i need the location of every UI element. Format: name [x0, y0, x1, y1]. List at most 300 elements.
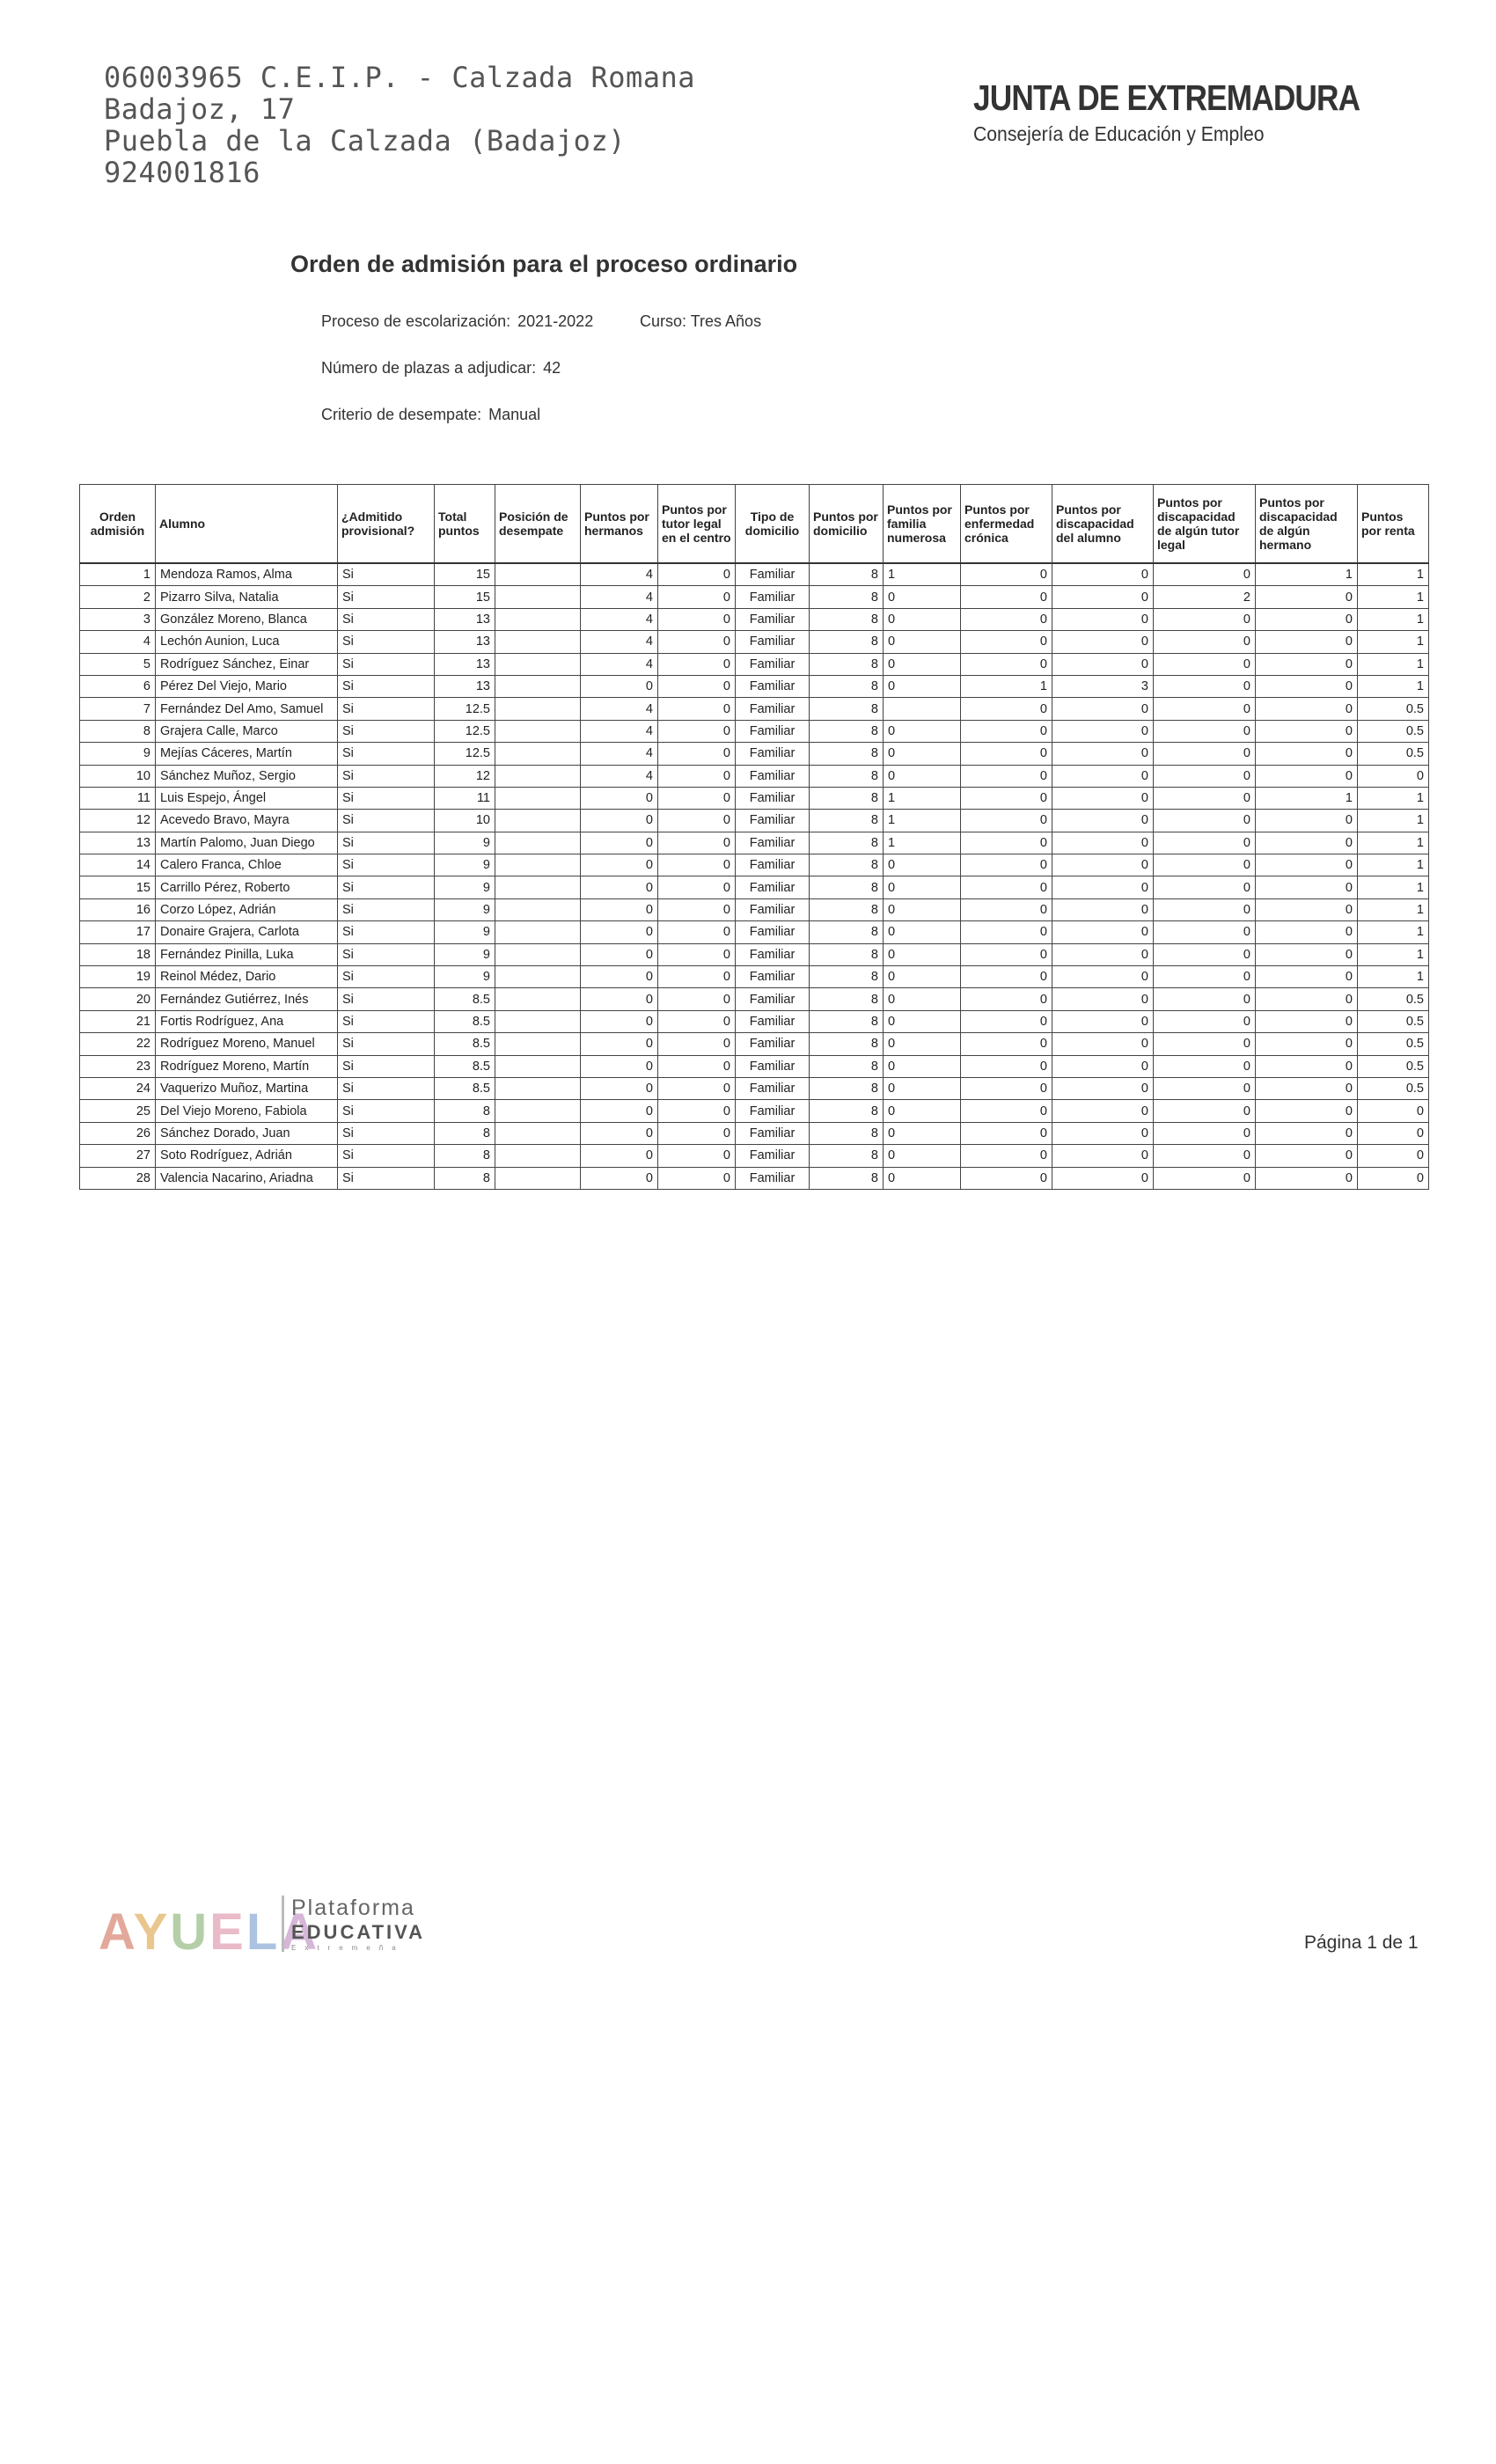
table-cell: 0: [581, 966, 658, 988]
table-cell: 0: [1256, 631, 1358, 653]
table-cell: 13: [435, 675, 495, 697]
table-cell: 0: [1256, 586, 1358, 608]
table-cell: 0: [961, 876, 1052, 898]
table-cell: 0: [1052, 720, 1154, 742]
table-cell: Fortis Rodríguez, Ana: [156, 1010, 338, 1032]
table-cell: 8: [810, 1145, 884, 1167]
table-cell: 0: [961, 966, 1052, 988]
table-cell: Familiar: [736, 675, 810, 697]
criterio-line: [321, 406, 540, 424]
table-cell: 8: [435, 1145, 495, 1167]
table-cell: 0.5: [1358, 1010, 1429, 1032]
table-cell: 0: [581, 1055, 658, 1077]
table-cell: 0: [658, 943, 736, 965]
table-cell: Si: [338, 1100, 435, 1122]
junta-subtitle: Consejería de Educación y Empleo: [973, 122, 1265, 145]
table-cell: 0: [1154, 921, 1256, 943]
table-cell: 0: [1154, 898, 1256, 920]
table-cell: Familiar: [736, 1100, 810, 1122]
table-cell: Si: [338, 966, 435, 988]
table-cell: [495, 988, 581, 1010]
table-cell: [495, 943, 581, 965]
table-cell: [495, 810, 581, 832]
table-row: [80, 988, 1429, 1010]
column-header: Posición de desempate: [495, 485, 581, 564]
table-cell: 4: [581, 631, 658, 653]
stamp-line-street: Badajoz, 17: [104, 92, 296, 126]
table-cell: Si: [338, 608, 435, 630]
table-cell: 8.5: [435, 1033, 495, 1055]
table-cell: 12: [435, 765, 495, 787]
table-row: [80, 810, 1429, 832]
table-cell: 23: [80, 1055, 156, 1077]
plataforma-educativa-logo: [282, 1896, 425, 1952]
table-cell: 0: [1052, 1145, 1154, 1167]
table-cell: González Moreno, Blanca: [156, 608, 338, 630]
table-cell: 4: [581, 720, 658, 742]
table-cell: 1: [884, 810, 961, 832]
table-cell: Familiar: [736, 1010, 810, 1032]
table-cell: 0: [961, 586, 1052, 608]
table-cell: 0: [1052, 698, 1154, 720]
table-cell: 0: [1052, 810, 1154, 832]
ayuela-logo: [99, 1890, 424, 1959]
page-number: Página 1 de 1: [1304, 1932, 1419, 1953]
table-cell: [495, 1010, 581, 1032]
table-row: [80, 854, 1429, 876]
table-cell: 24: [80, 1077, 156, 1099]
table-cell: 0: [658, 1010, 736, 1032]
table-cell: 0: [658, 765, 736, 787]
table-cell: 0: [961, 653, 1052, 675]
table-cell: Familiar: [736, 720, 810, 742]
table-cell: 0: [1256, 988, 1358, 1010]
table-cell: 13: [80, 832, 156, 854]
table-cell: 4: [581, 608, 658, 630]
table-cell: 0: [1052, 966, 1154, 988]
plazas-value: 42: [543, 359, 561, 377]
table-cell: Si: [338, 854, 435, 876]
table-row: [80, 608, 1429, 630]
table-cell: 0: [1154, 1100, 1256, 1122]
table-cell: Familiar: [736, 1167, 810, 1189]
table-cell: 13: [435, 608, 495, 630]
table-cell: 0: [581, 898, 658, 920]
table-cell: Lechón Aunion, Luca: [156, 631, 338, 653]
table-cell: [495, 1100, 581, 1122]
table-cell: Familiar: [736, 608, 810, 630]
table-cell: 0: [658, 631, 736, 653]
table-row: [80, 1167, 1429, 1189]
junta-logo: [973, 77, 1423, 146]
table-row: [80, 675, 1429, 697]
table-cell: 0: [658, 787, 736, 809]
column-header: Puntos por discapacidad de algún tutor legal: [1154, 485, 1256, 564]
table-cell: 0: [581, 1033, 658, 1055]
table-cell: 1: [1256, 787, 1358, 809]
table-cell: Sánchez Dorado, Juan: [156, 1122, 338, 1144]
table-cell: Familiar: [736, 876, 810, 898]
table-cell: [495, 1077, 581, 1099]
table-cell: 4: [581, 586, 658, 608]
table-cell: Corzo López, Adrián: [156, 898, 338, 920]
table-cell: Calero Franca, Chloe: [156, 854, 338, 876]
table-cell: 8: [435, 1122, 495, 1144]
table-cell: 9: [435, 876, 495, 898]
table-cell: Pizarro Silva, Natalia: [156, 586, 338, 608]
table-cell: 0: [961, 631, 1052, 653]
table-cell: 0: [884, 966, 961, 988]
table-cell: Si: [338, 1145, 435, 1167]
table-cell: 8: [810, 720, 884, 742]
table-cell: 0: [658, 1033, 736, 1055]
table-cell: 0: [581, 1077, 658, 1099]
table-cell: 0: [1052, 898, 1154, 920]
admission-table: [79, 484, 1429, 1190]
table-cell: Rodríguez Moreno, Martín: [156, 1055, 338, 1077]
table-cell: Carrillo Pérez, Roberto: [156, 876, 338, 898]
table-cell: 0: [581, 1145, 658, 1167]
table-cell: [495, 876, 581, 898]
table-cell: 0: [1052, 743, 1154, 765]
table-cell: Si: [338, 832, 435, 854]
table-cell: [495, 1122, 581, 1144]
table-cell: 0: [884, 1145, 961, 1167]
table-cell: 0: [658, 608, 736, 630]
proceso-label: Proceso de escolarización:: [321, 312, 511, 330]
table-cell: 0: [1154, 1055, 1256, 1077]
table-cell: Familiar: [736, 943, 810, 965]
table-cell: [495, 586, 581, 608]
table-cell: [495, 1033, 581, 1055]
table-cell: 0: [1154, 675, 1256, 697]
table-cell: 0: [1256, 1033, 1358, 1055]
table-cell: 0: [884, 586, 961, 608]
table-cell: 0: [658, 876, 736, 898]
table-cell: 0: [658, 586, 736, 608]
table-cell: Familiar: [736, 1122, 810, 1144]
table-cell: Vaquerizo Muñoz, Martina: [156, 1077, 338, 1099]
table-row: [80, 966, 1429, 988]
table-cell: 1: [1358, 631, 1429, 653]
table-cell: 0: [1154, 787, 1256, 809]
table-cell: 0: [1154, 653, 1256, 675]
ayuela-wordmark: AYUELA: [99, 1903, 320, 1961]
page-title: Orden de admisión para el proceso ordinario: [290, 251, 798, 277]
table-cell: 0.5: [1358, 1033, 1429, 1055]
table-row: [80, 631, 1429, 653]
table-cell: Familiar: [736, 921, 810, 943]
table-cell: 8: [810, 1100, 884, 1122]
table-row: [80, 1077, 1429, 1099]
criterio-label: Criterio de desempate:: [321, 406, 482, 423]
table-cell: Familiar: [736, 563, 810, 586]
table-cell: Si: [338, 563, 435, 586]
column-header: Puntos por domicilio: [810, 485, 884, 564]
table-cell: 1: [1358, 586, 1429, 608]
table-cell: 0: [1154, 876, 1256, 898]
table-cell: 18: [80, 943, 156, 965]
plazas-label: Número de plazas a adjudicar:: [321, 359, 537, 377]
table-cell: 0: [884, 876, 961, 898]
table-cell: 0: [961, 1010, 1052, 1032]
table-cell: 0: [1256, 1010, 1358, 1032]
table-cell: 25: [80, 1100, 156, 1122]
table-cell: Si: [338, 653, 435, 675]
column-header: Puntos por discapacidad del alumno: [1052, 485, 1154, 564]
table-cell: 9: [80, 743, 156, 765]
table-cell: 8.5: [435, 1010, 495, 1032]
column-header: ¿Admitido provisional?: [338, 485, 435, 564]
table-cell: 3: [80, 608, 156, 630]
table-cell: 0: [1154, 966, 1256, 988]
table-cell: Valencia Nacarino, Ariadna: [156, 1167, 338, 1189]
table-cell: 17: [80, 921, 156, 943]
table-cell: [495, 898, 581, 920]
table-cell: 6: [80, 675, 156, 697]
proceso-line: [321, 312, 762, 331]
table-cell: 0: [884, 653, 961, 675]
table-cell: 0: [1256, 966, 1358, 988]
table-cell: Familiar: [736, 765, 810, 787]
table-cell: 0: [658, 1145, 736, 1167]
table-cell: [495, 854, 581, 876]
table-cell: 0: [581, 832, 658, 854]
table-cell: 0: [961, 1122, 1052, 1144]
table-cell: 0: [1052, 1033, 1154, 1055]
table-cell: 4: [581, 563, 658, 586]
table-cell: 0: [1052, 586, 1154, 608]
table-cell: Si: [338, 810, 435, 832]
table-cell: 8: [810, 832, 884, 854]
table-cell: Si: [338, 1055, 435, 1077]
table-cell: [495, 653, 581, 675]
table-cell: 0: [1154, 832, 1256, 854]
column-header: Puntos por hermanos: [581, 485, 658, 564]
junta-title: JUNTA DE EXTREMADURA: [973, 77, 1360, 118]
table-cell: 1: [884, 563, 961, 586]
table-cell: 0: [581, 943, 658, 965]
table-cell: 0: [658, 966, 736, 988]
table-cell: 19: [80, 966, 156, 988]
table-cell: 0.5: [1358, 743, 1429, 765]
table-cell: 0: [1154, 1010, 1256, 1032]
table-cell: Luis Espejo, Ángel: [156, 787, 338, 809]
table-cell: Si: [338, 1077, 435, 1099]
table-cell: 0: [1256, 675, 1358, 697]
table-cell: 1: [1358, 921, 1429, 943]
table-cell: 0: [1154, 810, 1256, 832]
table-cell: Familiar: [736, 1077, 810, 1099]
table-cell: [495, 1055, 581, 1077]
table-cell: Familiar: [736, 832, 810, 854]
table-cell: 0: [961, 921, 1052, 943]
table-cell: 4: [581, 765, 658, 787]
table-cell: 0: [884, 1055, 961, 1077]
table-cell: Si: [338, 765, 435, 787]
table-cell: 0: [884, 943, 961, 965]
table-cell: 0: [658, 720, 736, 742]
table-cell: 0: [1256, 832, 1358, 854]
table-cell: 9: [435, 854, 495, 876]
table-cell: 8.5: [435, 1077, 495, 1099]
table-cell: Fernández Gutiérrez, Inés: [156, 988, 338, 1010]
table-cell: 0: [1154, 1145, 1256, 1167]
table-cell: 12: [80, 810, 156, 832]
table-row: [80, 743, 1429, 765]
table-cell: 11: [80, 787, 156, 809]
table-row: [80, 943, 1429, 965]
table-cell: 0: [1052, 608, 1154, 630]
table-cell: Soto Rodríguez, Adrián: [156, 1145, 338, 1167]
proceso-value: 2021-2022: [517, 312, 594, 330]
table-cell: 0: [1154, 1033, 1256, 1055]
table-cell: 0: [884, 743, 961, 765]
table-cell: 0: [961, 1145, 1052, 1167]
plataforma-label: Plataforma: [291, 1896, 415, 1920]
column-header: Total puntos: [435, 485, 495, 564]
table-cell: 8: [435, 1100, 495, 1122]
table-row: [80, 1145, 1429, 1167]
table-cell: [495, 631, 581, 653]
column-header: Puntos por tutor legal en el centro: [658, 485, 736, 564]
table-cell: 0: [658, 854, 736, 876]
table-cell: 0: [581, 1167, 658, 1189]
table-cell: 1: [1358, 898, 1429, 920]
table-cell: 0: [1154, 1077, 1256, 1099]
table-cell: 0: [1256, 1167, 1358, 1189]
table-cell: 1: [884, 832, 961, 854]
table-cell: 0: [1256, 1100, 1358, 1122]
table-cell: 0: [1052, 631, 1154, 653]
table-cell: 0: [1256, 743, 1358, 765]
table-cell: 5: [80, 653, 156, 675]
table-cell: 1: [1358, 675, 1429, 697]
table-cell: 0: [1154, 698, 1256, 720]
table-cell: [495, 921, 581, 943]
table-cell: Acevedo Bravo, Mayra: [156, 810, 338, 832]
table-row: [80, 720, 1429, 742]
table-cell: 8: [810, 653, 884, 675]
table-cell: 0: [1052, 832, 1154, 854]
table-cell: [495, 675, 581, 697]
table-cell: 15: [80, 876, 156, 898]
column-header: Puntos por discapacidad de algún hermano: [1256, 485, 1358, 564]
table-cell: 14: [80, 854, 156, 876]
table-cell: 11: [435, 787, 495, 809]
table-cell: 0: [961, 1033, 1052, 1055]
table-cell: 0: [581, 921, 658, 943]
table-cell: 0: [1052, 876, 1154, 898]
table-cell: Familiar: [736, 787, 810, 809]
table-cell: 28: [80, 1167, 156, 1189]
table-cell: [495, 1167, 581, 1189]
table-cell: 0: [961, 765, 1052, 787]
column-header: Alumno: [156, 485, 338, 564]
table-cell: 0: [658, 810, 736, 832]
table-cell: 0: [961, 854, 1052, 876]
table-cell: 0: [884, 1122, 961, 1144]
table-cell: 0: [1052, 1122, 1154, 1144]
table-cell: 0: [961, 563, 1052, 586]
school-stamp: [104, 62, 695, 188]
table-row: [80, 787, 1429, 809]
table-cell: 0: [1154, 608, 1256, 630]
table-cell: 0: [961, 988, 1052, 1010]
table-row: [80, 876, 1429, 898]
table-cell: 0: [961, 698, 1052, 720]
column-header: Puntos por renta: [1358, 485, 1429, 564]
table-row: [80, 1033, 1429, 1055]
table-cell: Si: [338, 943, 435, 965]
table-cell: 8: [810, 1033, 884, 1055]
table-cell: Familiar: [736, 586, 810, 608]
table-cell: Familiar: [736, 743, 810, 765]
table-cell: 20: [80, 988, 156, 1010]
table-cell: 0: [884, 1010, 961, 1032]
table-cell: 0: [658, 1100, 736, 1122]
table-cell: 22: [80, 1033, 156, 1055]
table-cell: 8: [810, 1010, 884, 1032]
table-cell: 8: [810, 854, 884, 876]
table-cell: 0: [1154, 720, 1256, 742]
table-cell: 0: [658, 563, 736, 586]
table-cell: 0: [1358, 1145, 1429, 1167]
column-header: Orden admisión: [80, 485, 156, 564]
table-cell: Si: [338, 743, 435, 765]
table-row: [80, 1055, 1429, 1077]
table-row: [80, 563, 1429, 586]
table-cell: 0: [1052, 1077, 1154, 1099]
table-cell: 8: [810, 675, 884, 697]
table-cell: 0: [961, 943, 1052, 965]
table-cell: 0: [658, 675, 736, 697]
table-cell: 0.5: [1358, 720, 1429, 742]
table-cell: 0: [1256, 608, 1358, 630]
table-cell: Mejías Cáceres, Martín: [156, 743, 338, 765]
table-cell: 8: [810, 743, 884, 765]
table-cell: 0: [581, 876, 658, 898]
table-cell: 0: [1256, 1055, 1358, 1077]
table-cell: Si: [338, 1033, 435, 1055]
table-cell: 1: [1358, 854, 1429, 876]
table-cell: 0: [581, 1010, 658, 1032]
table-cell: Rodríguez Sánchez, Einar: [156, 653, 338, 675]
table-cell: 0: [658, 698, 736, 720]
table-cell: 1: [1358, 563, 1429, 586]
table-cell: 4: [80, 631, 156, 653]
table-cell: 0: [1052, 1010, 1154, 1032]
table-cell: 16: [80, 898, 156, 920]
table-cell: 0: [884, 720, 961, 742]
table-row: [80, 832, 1429, 854]
table-cell: 0: [961, 1100, 1052, 1122]
table-cell: [495, 743, 581, 765]
table-cell: [495, 698, 581, 720]
table-cell: 0: [1358, 1122, 1429, 1144]
table-cell: 9: [435, 832, 495, 854]
table-cell: 0: [884, 854, 961, 876]
table-cell: 0: [1154, 988, 1256, 1010]
table-cell: 0: [1154, 631, 1256, 653]
table-cell: Si: [338, 988, 435, 1010]
table-cell: 0: [658, 653, 736, 675]
table-cell: Martín Palomo, Juan Diego: [156, 832, 338, 854]
table-cell: 0: [884, 1167, 961, 1189]
table-cell: Si: [338, 898, 435, 920]
table-cell: 1: [884, 787, 961, 809]
criterio-value: Manual: [488, 406, 541, 423]
